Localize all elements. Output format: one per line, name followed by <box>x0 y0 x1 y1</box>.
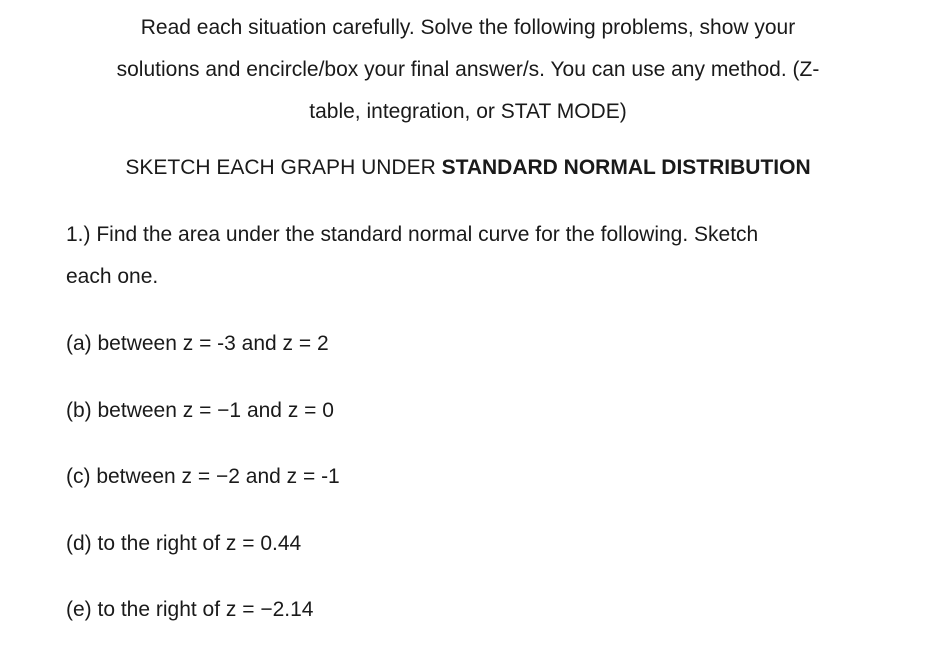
sketch-heading <box>0 155 936 181</box>
instructions-line-1: Read each situation carefully. Solve the following problems, show your <box>140 16 796 39</box>
item-d: (d) to the right of z = 0.44 <box>66 532 302 555</box>
item-a: (a) between z = -3 and z = 2 <box>66 332 329 355</box>
item-b: (b) between z = −1 and z = 0 <box>66 399 334 422</box>
item-e: (e) to the right of z = −2.14 <box>66 598 314 621</box>
item-c: (c) between z = −2 and z = -1 <box>66 465 340 488</box>
instructions-line-2: solutions and encircle/box your final answer/s. You can use any method. (Z- <box>116 58 820 81</box>
question-line-2: each one. <box>66 265 159 288</box>
question-line-1: 1.) Find the area under the standard normal curve for the following. Sketch <box>66 223 759 246</box>
instructions-line-3: table, integration, or STAT MODE) <box>309 100 627 123</box>
sketch-heading-normal: SKETCH EACH GRAPH UNDER <box>125 156 442 179</box>
sketch-heading-bold: STANDARD NORMAL DISTRIBUTION <box>441 156 811 179</box>
